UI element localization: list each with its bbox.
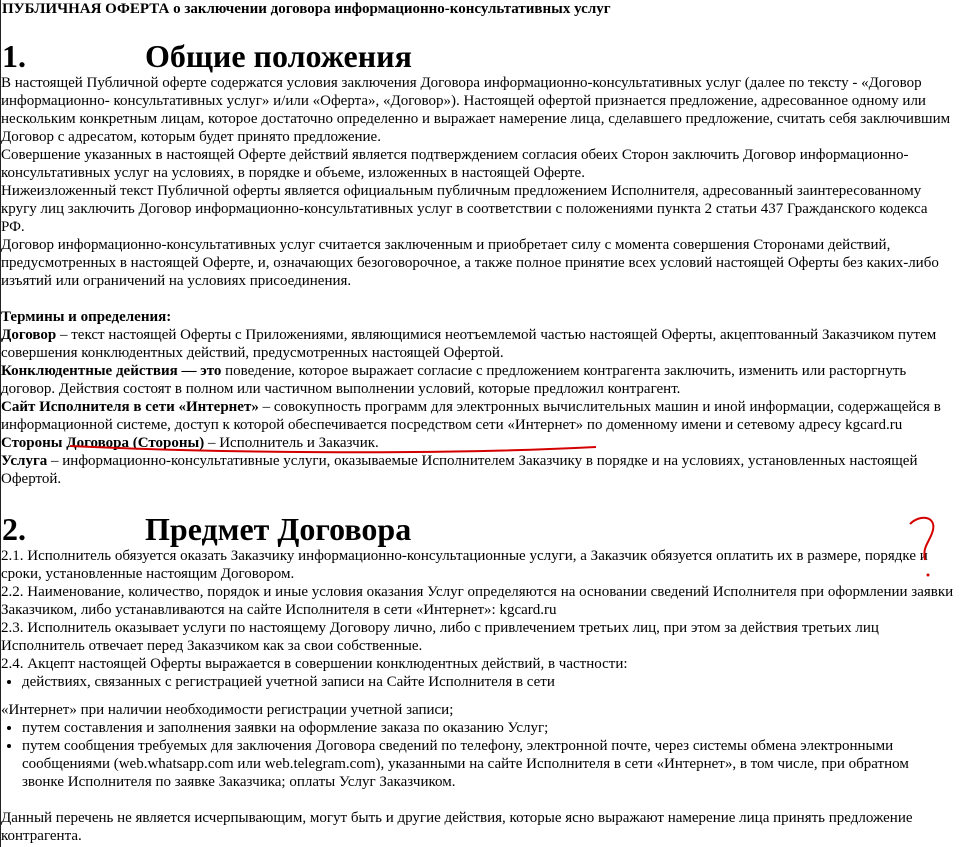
document-title: ПУБЛИЧНАЯ ОФЕРТА о заключении договора информационно-консультативных услуг <box>2 1 611 17</box>
list-item: • путем составления и заполнения заявки на оформление заказа по оказанию Услуг; <box>22 719 954 737</box>
term-definition: – текст настоящей Оферты с Приложениями, являющимися неотъемлемой частью настоящей Оферты, акцептованный Заказчиком путем совершения конклюдентных действий, предусмотренных настоящей Офертой. <box>1 327 937 361</box>
list-continuation: «Интернет» при наличии необходимости регистрации учетной записи; <box>1 702 454 718</box>
term-name: Услуга <box>1 453 48 469</box>
document-page <box>1 0 954 845</box>
term-item <box>1 398 954 452</box>
section-1-paragraph: Нижеизложенный текст Публичной оферты является официальным публичным предложением Исполнителя, адресованный заинтересованному кругу лиц заключить Договор информационно-консультативных услуг в соответствии с положениями пункта 2 статьи 437 Гражданского кодекса РФ. <box>1 183 928 235</box>
term-definition: – информационно-консультативные услуги, оказываемые Исполнителем Заказчику в порядке и на условиях, установленных настоящей Офертой. <box>1 453 918 487</box>
term-definition: – совокупность программ для электронных вычислительных машин и иной информации, содержащейся в информационной системе, доступ к которой обеспечивается посредством сети «Интернет» по доменному имени и сетевому адресу kgcard.ru <box>1 399 941 433</box>
clause: 2.1. Исполнитель обязуется оказать Заказчику информационно-консультационные услуги, а Заказчик обязуется оплатить их в размере, порядке и сроки, установленные настоящим Договором. <box>1 548 928 582</box>
section-2-title: Предмет Договора <box>145 511 412 547</box>
term-item <box>1 326 954 362</box>
clause: 2.4. Акцепт настоящей Оферты выражается в совершении конклюдентных действий, в частности: <box>1 656 628 672</box>
clause: 2.2. Наименование, количество, порядок и иные условия оказания Услуг определяются на основании сведений Исполнителя при оформлении заявки Заказчиком, либо устанавливаются на сайте Исполнителя в сети «Интернет»: kgcard.ru <box>1 584 954 618</box>
term-name: Стороны Договора (Стороны) <box>1 435 205 451</box>
clause: 2.3. Исполнитель оказывает услуги по настоящему Договору лично, либо с привлечением третьих лиц, при этом за действия третьих лиц Исполнитель отвечает перед Заказчиком как за свои собственные. <box>1 620 879 654</box>
closing-paragraph: Данный перечень не является исчерпывающим, могут быть и другие действия, которые ясно выражают намерение лица принять предложение контрагента. <box>1 810 913 844</box>
term-definition: поведение, которое выражает согласие с предложением контрагента заключить, изменить или расторгнуть договор. Действия состоят в полном или частичном выполнении условий, которые предложил контрагент. <box>1 363 907 397</box>
list-item: • путем сообщения требуемых для заключения Договора сведений по телефону, электронной почте, через системы обмена электронными сообщениями (web.whatsapp.com или web.telegram.com), указанными на сайте Исполнителя в сети «Интернет», в том числе, при обратном звонке Исполнителя по заявке Заказчика; оплаты Услуг Заказчиком. <box>22 737 954 791</box>
section-1-paragraph: В настоящей Публичной оферте содержатся условия заключения Договора информационно-консультативных услуг (далее по тексту - «Договор информационно- консультативных услуг» и/или «Оферта», «Договор»). Настоящей офертой признается предложение, адресованное одному или нескольким конкретным лицам, которое достаточно определенно и выражает намерение лица, сделавшего предложение, считать себя заключившим Договор с адресатом, которым будет принято предложение. <box>1 75 951 145</box>
section-1-number: 1. <box>2 38 26 74</box>
section-2-heading <box>1 511 954 547</box>
term-item <box>1 362 954 398</box>
section-1-paragraph: Совершение указанных в настоящей Оферте действий является подтверждением согласия обеих Сторон заключить Договор информационно-консультативных услуг на условиях, в порядке и объеме, изложенных в настоящей Оферте. <box>1 147 909 181</box>
list-item: • действиях, связанных с регистрацией учетной записи на Сайте Исполнителя в сети <box>22 673 954 691</box>
term-item <box>1 452 954 488</box>
section-1-paragraph: Договор информационно-консультативных услуг считается заключенным и приобретает силу с момента совершения Сторонами действий, предусмотренных в настоящей Оферте, и, означающих безоговорочное, а также полное принятие всех условий настоящей Оферты без каких-либо изъятий или ограничений на условиях присоединения. <box>1 237 939 289</box>
term-definition: – Исполнитель и Заказчик. <box>204 435 379 451</box>
terms-heading: Термины и определения: <box>1 309 172 325</box>
acceptance-list <box>1 673 954 691</box>
term-name: Договор <box>1 327 57 343</box>
acceptance-list <box>1 719 954 791</box>
section-1-title: Общие положения <box>145 38 412 74</box>
term-name: Сайт Исполнителя в сети «Интернет» <box>1 399 259 415</box>
section-2-number: 2. <box>2 511 26 547</box>
term-name: Конклюдентные действия — это <box>1 363 222 379</box>
section-1-heading <box>1 38 954 74</box>
